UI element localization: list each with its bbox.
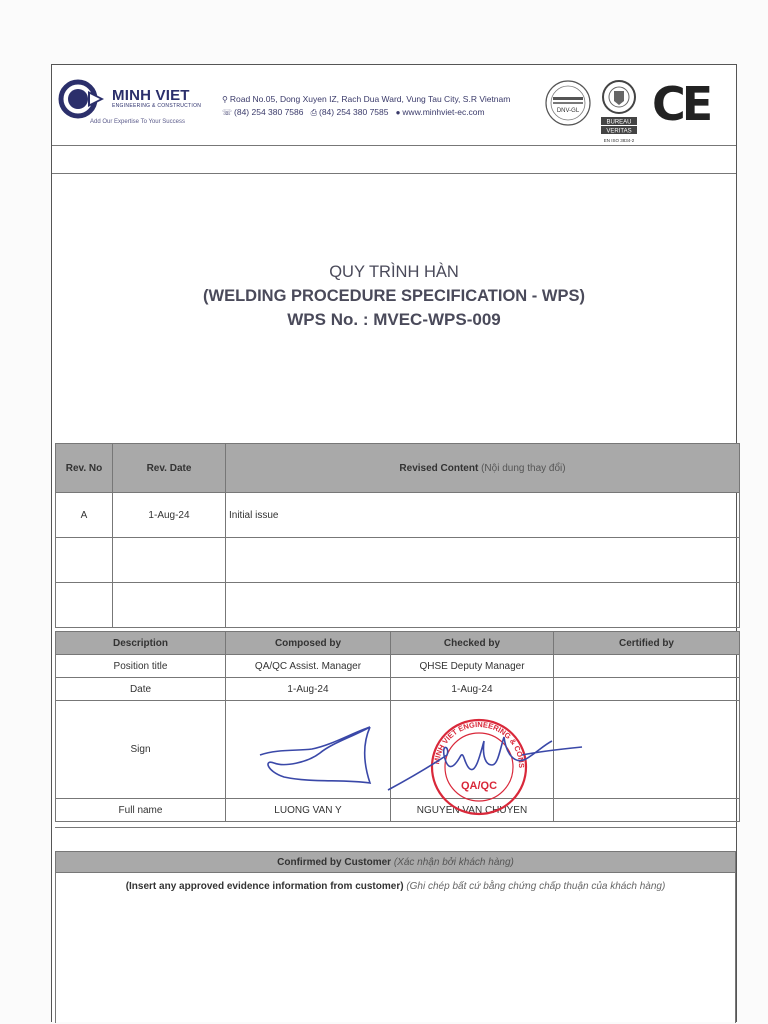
bv-bottom-label: VERITAS — [606, 128, 632, 135]
customer-evidence-area — [55, 873, 736, 1023]
insert-instruction-vi: (Ghi chép bất cứ bằng chứng chấp thuận của khách hàng) — [406, 881, 666, 892]
revised-content-label: Revised Content — [399, 462, 479, 474]
confirmed-label-vi: (Xác nhận bởi khách hàng) — [393, 857, 514, 868]
contact-block — [222, 93, 510, 119]
address-text: Road No.05, Dong Xuyen IZ, Rach Dua Ward, Vung Tau City, S.R Vietnam — [229, 94, 511, 104]
phone-text: (84) 254 380 7586 — [234, 107, 304, 117]
position-title-label: Position title — [56, 655, 226, 678]
insert-instruction: (Insert any approved evidence information from customer) — [125, 881, 404, 892]
rev-no-header: Rev. No — [56, 444, 113, 493]
brand-tagline: Add Our Expertise To Your Success — [90, 119, 185, 125]
stamp-ring-text: MINH VIET ENGINEERING & CONSTRUCTION JSC — [432, 719, 527, 769]
composed-date-cell: 1-Aug-24 — [226, 678, 391, 701]
certified-position-cell — [554, 655, 740, 678]
brand-block — [112, 87, 201, 109]
certified-date-cell — [554, 678, 740, 701]
rev-date-cell: 1-Aug-24 — [113, 493, 226, 538]
revision-table — [55, 443, 740, 628]
full-name-label: Full name — [56, 799, 226, 822]
location-pin-icon: ⚲ — [222, 95, 228, 104]
revised-content-label-vi: (Nội dung thay đổi) — [481, 462, 566, 474]
rev-content-cell: Initial issue — [226, 493, 740, 538]
document-page — [51, 64, 737, 1022]
revised-content-header — [226, 444, 740, 493]
description-header: Description — [56, 632, 226, 655]
rev-no-cell — [56, 583, 113, 628]
header-divider — [52, 145, 736, 146]
rev-date-cell — [113, 583, 226, 628]
checked-signature-cell — [391, 701, 554, 799]
ce-mark: CE — [652, 77, 710, 131]
rev-date-cell — [113, 538, 226, 583]
table-row — [56, 799, 740, 822]
letterhead — [52, 65, 736, 145]
title-vietnamese: QUY TRÌNH HÀN — [329, 263, 459, 281]
revision-header-row — [56, 444, 740, 493]
table-row — [56, 538, 740, 583]
fax-text: (84) 254 380 7585 — [319, 107, 389, 117]
table-row — [56, 493, 740, 538]
phone-icon: ☏ — [222, 108, 233, 117]
section-divider — [55, 827, 736, 828]
wps-number: WPS No. : MVEC-WPS-009 — [287, 310, 501, 329]
company-logo-icon — [58, 77, 106, 121]
table-row — [56, 583, 740, 628]
table-row — [56, 655, 740, 678]
checked-position-cell: QHSE Deputy Manager — [391, 655, 554, 678]
header-divider-lower — [52, 173, 736, 174]
certified-signature-cell — [554, 701, 740, 799]
checked-name-cell: NGUYEN VAN CHUYEN — [391, 799, 554, 822]
certified-by-header: Certified by — [554, 632, 740, 655]
bureau-veritas-seal-icon — [599, 79, 639, 147]
dnv-certification-seal-icon — [544, 79, 592, 127]
rev-content-cell — [226, 538, 740, 583]
table-row — [56, 678, 740, 701]
dnv-label: DNV-GL — [556, 108, 580, 114]
sign-label: Sign — [56, 701, 226, 799]
rev-date-header: Rev. Date — [113, 444, 226, 493]
checked-by-header: Checked by — [391, 632, 554, 655]
confirmed-label: Confirmed by Customer — [277, 857, 392, 868]
rev-no-cell: A — [56, 493, 113, 538]
website-link[interactable]: www.minhviet-ec.com — [402, 107, 485, 117]
rev-no-cell — [56, 538, 113, 583]
fax-icon: ⎙ — [310, 108, 317, 117]
composed-position-cell: QA/QC Assist. Manager — [226, 655, 391, 678]
table-row — [56, 701, 740, 799]
rev-content-cell — [226, 583, 740, 628]
composed-by-header: Composed by — [226, 632, 391, 655]
certified-name-cell — [554, 799, 740, 822]
brand-subtitle: ENGINEERING & CONSTRUCTION — [112, 103, 202, 109]
stamp-center-text: QA/QC — [460, 780, 498, 792]
date-label: Date — [56, 678, 226, 701]
approval-header-row — [56, 632, 740, 655]
composed-signature-cell — [226, 701, 391, 799]
checked-date-cell: 1-Aug-24 — [391, 678, 554, 701]
iso-label: EN ISO 3834-2 — [603, 138, 635, 143]
bv-top-label: BUREAU — [606, 119, 632, 126]
approval-table — [55, 631, 740, 822]
title-english: (WELDING PROCEDURE SPECIFICATION - WPS) — [203, 287, 585, 305]
globe-icon: ● — [395, 108, 401, 117]
brand-name: MINH VIET — [112, 87, 190, 104]
customer-confirmation-header — [55, 851, 736, 873]
composed-name-cell: LUONG VAN Y — [226, 799, 391, 822]
